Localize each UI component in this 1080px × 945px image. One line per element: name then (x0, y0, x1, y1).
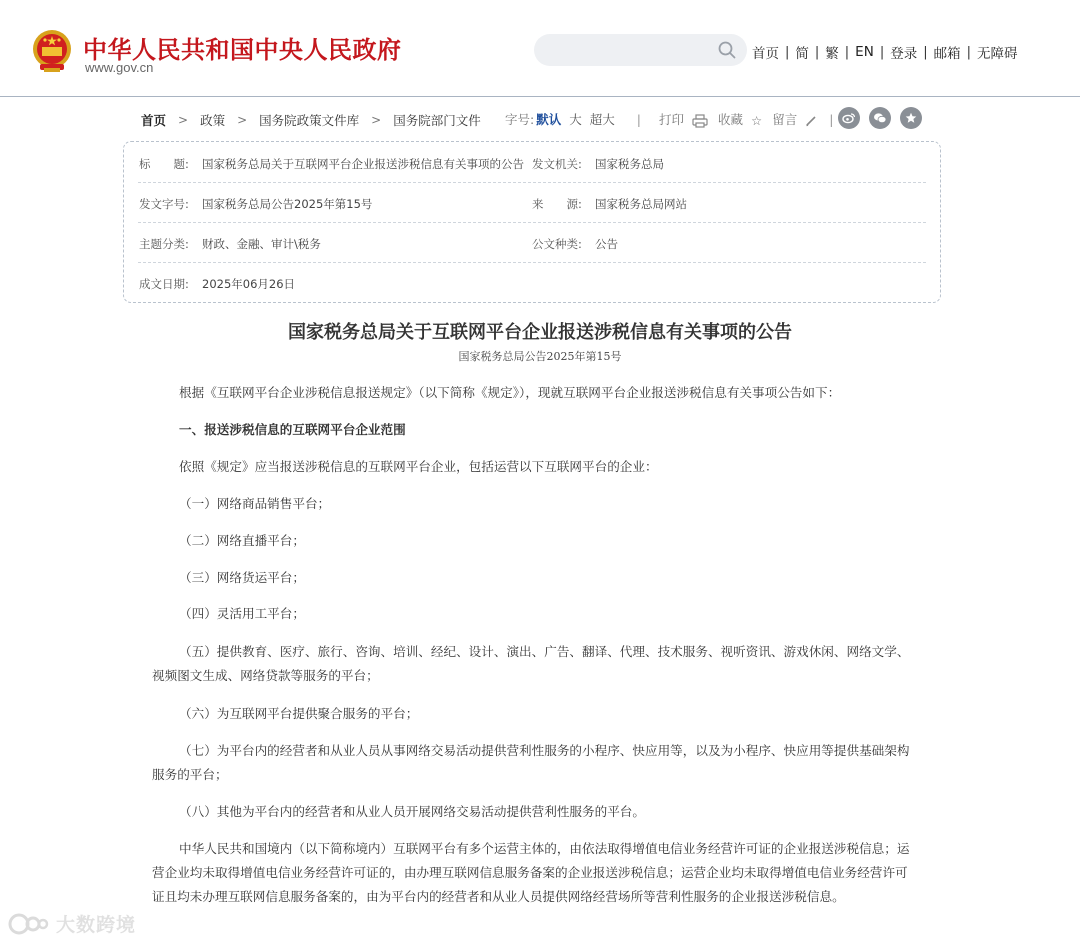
watermark (8, 910, 136, 937)
comment-button[interactable] (772, 110, 817, 128)
info-source-label: 来 源: (532, 197, 582, 211)
font-size-label: 字号: (505, 112, 535, 127)
info-title-label: 标 题: (139, 157, 189, 171)
info-issuer-label: 发文机关: (532, 157, 582, 171)
divider: | (844, 44, 850, 60)
nav-home-link[interactable]: 首页 (752, 46, 779, 62)
chevron-right-icon: > (178, 113, 189, 127)
divider: | (636, 111, 641, 127)
divider: | (829, 111, 834, 127)
info-topic-value: 财政、金融、审计\税务 (202, 237, 321, 251)
info-doctype-label: 公文种类: (532, 237, 582, 251)
article-list-item: （八）其他为平台内的经营者和从业人员开展网络交易活动提供营利性服务的平台。 (179, 804, 645, 819)
article-paragraph: 中华人民共和国境内（以下简称境内）互联网平台有多个运营主体的，由依法取得增值电信业务经营许可证的企业报送涉税信息；运营企业均未取得增值电信业务经营许可证的，由办理互联网信息服务备案的企业报送涉税信息；运营企业均未取得增值电信业务经营许可证且均未办理互联网信息服务备案的，由为平台内的经营者和从业人员提供网络经营场所等营利性服务的企业报送涉税信息。 (152, 841, 910, 904)
nav-accessibility-link[interactable]: 无障碍 (976, 46, 1018, 62)
info-row-title (138, 143, 926, 183)
info-row-docno (138, 183, 926, 223)
info-title-value: 国家税务总局关于互联网平台企业报送涉税信息有关事项的公告 (202, 157, 524, 171)
divider: | (879, 44, 885, 60)
font-size-large-button[interactable]: 大 (569, 112, 582, 127)
site-header (0, 0, 1080, 97)
info-topic-label: 主题分类: (139, 237, 189, 251)
info-row-topic (138, 223, 926, 263)
article-section-heading: 一、报送涉税信息的互联网平台企业范围 (179, 422, 406, 437)
info-date-value: 2025年06月26日 (202, 277, 296, 291)
nav-traditional-link[interactable]: 繁 (825, 46, 839, 62)
nav-mail-link[interactable]: 邮箱 (933, 46, 961, 62)
search-input[interactable] (534, 34, 747, 66)
breadcrumb-department-docs[interactable]: 国务院部门文件 (393, 113, 481, 128)
national-emblem-icon[interactable] (30, 28, 74, 74)
info-date-label: 成文日期: (139, 277, 189, 291)
info-row-date (138, 263, 926, 303)
info-issuer-value: 国家税务总局 (595, 157, 664, 171)
info-docno-label: 发文字号: (139, 197, 189, 211)
site-title[interactable]: 中华人民共和国中央人民政府 (83, 36, 402, 64)
article-list-item: （五）提供教育、医疗、旅行、咨询、培训、经纪、设计、演出、广告、翻译、代理、技术服务、视听资讯、游戏休闲、网络文学、视频图文生成、网络贷款等服务的平台； (152, 644, 910, 683)
site-url[interactable]: www.gov.cn (85, 60, 154, 75)
nav-english-link[interactable]: EN (855, 44, 874, 60)
watermark-text: 大数跨境 (56, 914, 137, 936)
article-list-item: （六）为互联网平台提供聚合服务的平台； (179, 706, 419, 721)
article-paragraph: 依照《规定》应当报送涉税信息的互联网平台企业，包括运营以下互联网平台的企业： (179, 459, 658, 474)
star-icon: ☆ (750, 113, 763, 128)
divider: | (923, 44, 928, 60)
breadcrumb (141, 111, 481, 129)
favorite-button[interactable] (718, 110, 762, 128)
article-list-item: （七）为平台内的经营者和从业人员从事网络交易活动提供营利性服务的小程序、快应用等，以及为小程序、快应用等提供基础架构服务的平台； (152, 743, 910, 782)
comment-label: 留言 (772, 112, 798, 127)
info-docno-value: 国家税务总局公告2025年第15号 (202, 197, 373, 211)
nav-login-link[interactable]: 登录 (890, 46, 918, 62)
info-doctype-value: 公告 (595, 237, 618, 251)
article-list-item: （三）网络货运平台； (179, 570, 305, 585)
wechat-icon[interactable] (869, 107, 891, 129)
nav-simplified-link[interactable]: 简 (795, 46, 809, 62)
info-source-value: 国家税务总局网站 (595, 197, 687, 211)
divider: | (966, 44, 971, 60)
document-info-box (123, 141, 941, 303)
article-subtitle: 国家税务总局公告2025年第15号 (458, 350, 622, 363)
font-size-xlarge-button[interactable]: 超大 (589, 112, 615, 127)
printer-icon (692, 114, 708, 128)
divider: | (785, 44, 790, 60)
print-button[interactable] (659, 110, 708, 128)
print-label: 打印 (658, 112, 684, 127)
top-nav-links (752, 42, 1017, 62)
chevron-right-icon: > (237, 113, 248, 127)
watermark-logo-icon (8, 911, 50, 937)
article-list-item: （一）网络商品销售平台； (179, 496, 331, 511)
divider: | (814, 44, 820, 60)
breadcrumb-policy[interactable]: 政策 (200, 113, 226, 128)
share-buttons (838, 107, 931, 129)
favorite-label: 收藏 (717, 112, 743, 127)
breadcrumb-home[interactable]: 首页 (141, 113, 167, 128)
pencil-icon (805, 115, 817, 127)
article-list-item: （二）网络直播平台； (179, 533, 305, 548)
search-icon[interactable] (718, 41, 736, 59)
article-list-item: （四）灵活用工平台； (179, 606, 305, 621)
article-tools (505, 110, 833, 128)
star-circle-icon[interactable] (900, 107, 922, 129)
breadcrumb-policy-library[interactable]: 国务院政策文件库 (259, 113, 360, 128)
weibo-icon[interactable] (838, 107, 860, 129)
font-size-default-button[interactable]: 默认 (536, 112, 562, 127)
article-paragraph: 根据《互联网平台企业涉税信息报送规定》（以下简称《规定》），现就互联网平台企业报送涉税信息有关事项公告如下： (179, 385, 841, 400)
chevron-right-icon: > (371, 113, 382, 127)
article-title: 国家税务总局关于互联网平台企业报送涉税信息有关事项的公告 (288, 322, 792, 343)
